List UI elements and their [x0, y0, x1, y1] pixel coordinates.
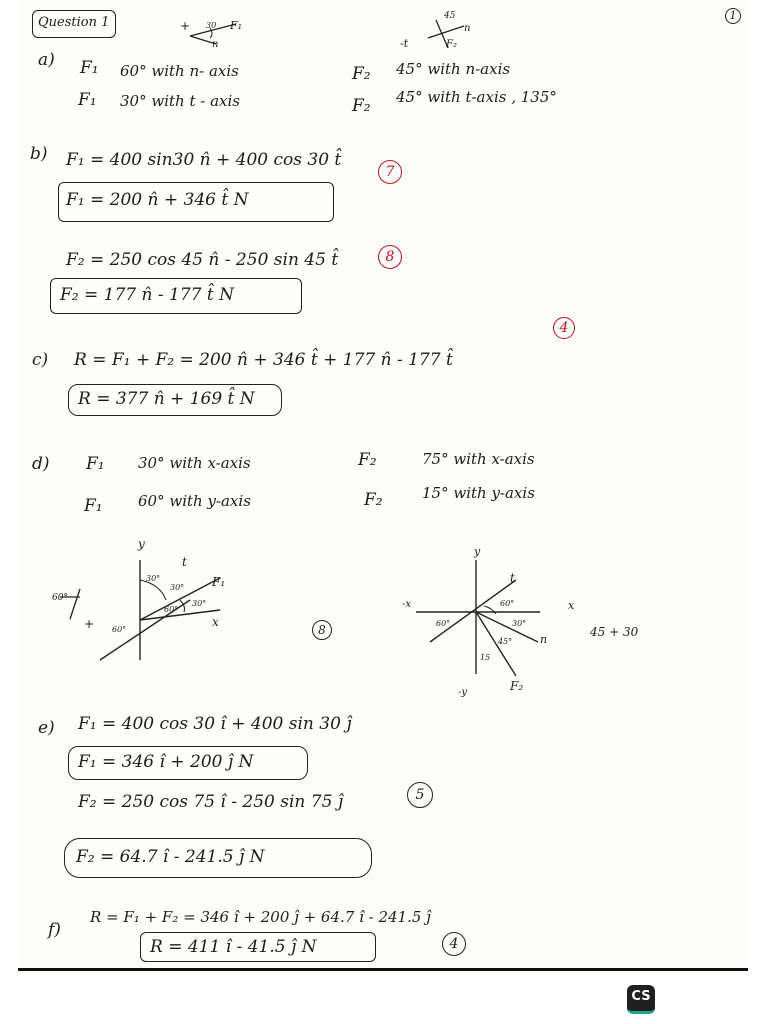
part-a-label: a): [38, 50, 55, 70]
diagram1-angle-30c: 30°: [192, 599, 207, 608]
diagram2-angle-60: 60°: [500, 599, 515, 608]
part-d-f2-text: 75° with x-axis: [422, 450, 535, 468]
question-title: Question 1: [38, 15, 110, 30]
diagram1-angle-60b: 60°: [112, 625, 127, 634]
part-a-f1b-force: F₁: [78, 90, 97, 110]
part-b-f1-result: F₁ = 200 n̂ + 346 t̂ N: [66, 190, 249, 210]
sketch1-angle: 30: [206, 21, 217, 30]
part-f-expr: R = F₁ + F₂ = 346 î + 200 ĵ + 64.7 î - 241.5 ĵ: [90, 908, 431, 926]
part-d-f2-force: F₂: [358, 450, 377, 470]
part-b-f2-expr: F₂ = 250 cos 45 n̂ - 250 sin 45 t̂: [66, 250, 339, 270]
part-b-f2-result: F₂ = 177 n̂ - 177 t̂ N: [60, 285, 234, 305]
diagram1-axes: [80, 550, 300, 670]
part-b-mark-2: 8: [378, 245, 402, 269]
sketch2-sign: -t: [400, 37, 409, 50]
diagram1-side-angle: 60°: [52, 593, 68, 603]
sketch1-f-label: F₁: [230, 19, 243, 32]
diagram2-y: y: [474, 545, 481, 558]
diagram1-angle-30b: 30°: [170, 583, 185, 592]
part-d-f1b-force: F₁: [84, 496, 103, 516]
part-b-f1-expr: F₁ = 400 sin30 n̂ + 400 cos 30 t̂: [66, 150, 342, 170]
diagram2-angle-45: 45°: [498, 637, 513, 646]
part-b-label: b): [30, 144, 48, 164]
part-d-note: 45 + 30: [590, 625, 639, 639]
part-a-f1-text: 60° with n- axis: [120, 62, 239, 80]
part-e-f1-expr: F₁ = 400 cos 30 î + 400 sin 30 ĵ: [78, 714, 352, 734]
diagram1-x: x: [212, 615, 219, 629]
part-a-f2b-text: 45° with t-axis , 135°: [396, 88, 557, 106]
diagram2-negx: -x: [402, 599, 412, 610]
diagram2-n: n: [540, 633, 548, 646]
part-e-f2-result: F₂ = 64.7 î - 241.5 ĵ N: [76, 847, 265, 867]
sketch2-axis: n: [464, 23, 471, 34]
diagram2-f: F₂: [510, 679, 524, 693]
part-d-label: d): [32, 454, 50, 474]
part-d-f1-force: F₁: [86, 454, 105, 474]
camscanner-logo: CS: [627, 985, 655, 1014]
diagram2-negy: -y: [458, 687, 468, 698]
part-d-f1-text: 30° with x-axis: [138, 454, 251, 472]
diagram1-angle-30: 30°: [146, 574, 161, 583]
diagram2-angle-15: 15: [480, 653, 491, 662]
part-f-label: f): [48, 920, 61, 940]
diagram1-plus: +: [84, 617, 95, 631]
part-a-f1b-text: 30° with t - axis: [120, 92, 240, 110]
part-d-mark: 8: [312, 620, 332, 640]
sketch2-angle: 45: [444, 11, 456, 21]
part-e-f2-expr: F₂ = 250 cos 75 î - 250 sin 75 ĵ: [78, 792, 344, 812]
part-a-f2b-force: F₂: [352, 96, 371, 116]
part-d-f2b-text: 15° with y-axis: [422, 484, 535, 502]
diagram1-y: y: [138, 537, 145, 551]
sketch1-axis: n: [212, 39, 219, 50]
diagram2-angle-30: 30°: [512, 619, 527, 628]
page-number-badge: 1: [725, 8, 741, 24]
diagram2-x: x: [568, 599, 575, 612]
diagram2-t: t: [510, 571, 515, 585]
part-d-f1b-text: 60° with y-axis: [138, 492, 251, 510]
diagram2-angle-60b: 60°: [436, 619, 451, 628]
part-f-result: R = 411 î - 41.5 ĵ N: [150, 937, 317, 957]
diagram1-f: F₁: [212, 575, 226, 589]
part-c-mark: 4: [553, 317, 575, 339]
sketch2-f-label: F₂: [446, 39, 457, 50]
part-c-label: c): [32, 350, 49, 370]
diagram1-angle-60: 60°: [164, 605, 179, 614]
part-e-label: e): [38, 718, 55, 738]
part-a-f2-force: F₂: [352, 64, 371, 84]
part-c-expr: R = F₁ + F₂ = 200 n̂ + 346 t̂ + 177 n̂ - 177 t̂: [74, 350, 453, 370]
sketch1-sign: +: [180, 19, 191, 33]
scanned-page: [18, 0, 748, 971]
part-e-mark: 5: [407, 782, 433, 808]
part-e-f1-result: F₁ = 346 î + 200 ĵ N: [78, 752, 254, 772]
part-c-result: R = 377 n̂ + 169 t̂ N: [78, 389, 255, 409]
part-d-f2b-force: F₂: [364, 490, 383, 510]
part-a-f2-text: 45° with n-axis: [396, 60, 511, 78]
part-a-f1-force: F₁: [80, 58, 99, 78]
part-b-mark-1: 7: [378, 160, 402, 184]
part-f-mark: 4: [442, 932, 466, 956]
diagram1-t: t: [182, 555, 187, 569]
